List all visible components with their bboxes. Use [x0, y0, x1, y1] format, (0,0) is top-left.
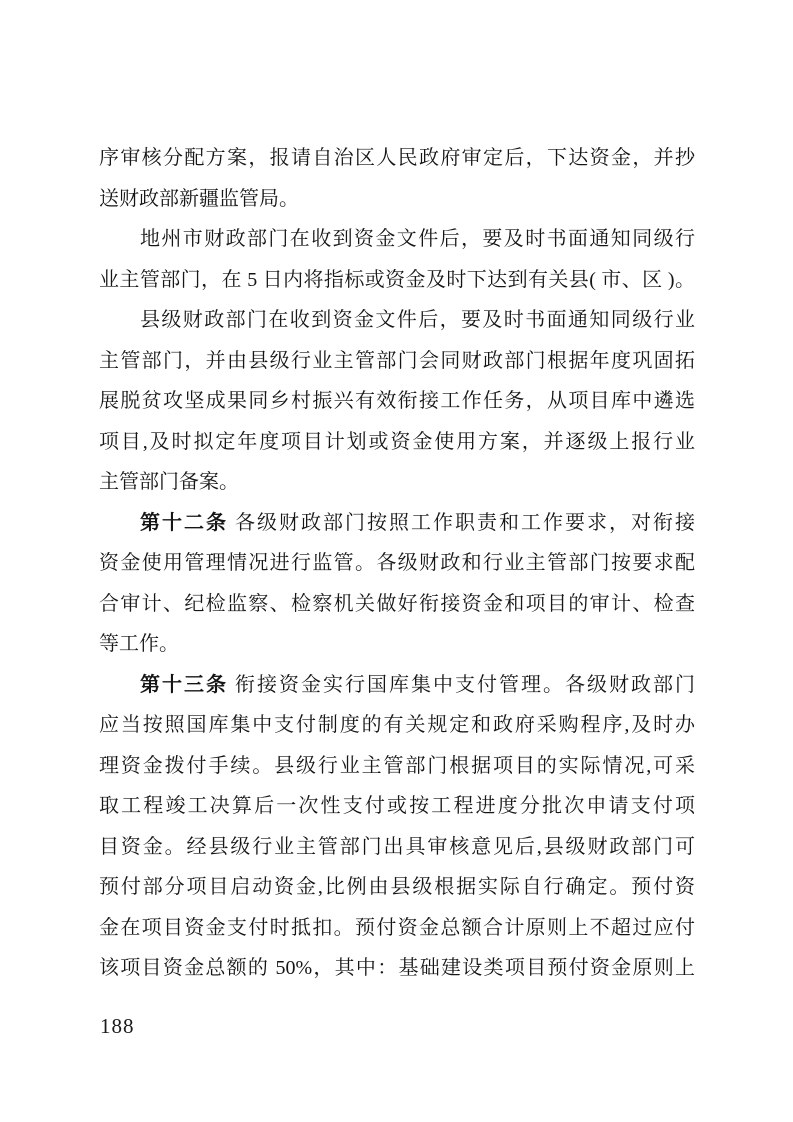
- text-line: 合审计、纪检监察、检察机关做好衔接资金和项目的审计、检查: [99, 592, 695, 615]
- text-line: 金在项目资金支付时抵扣。预付资金总额合计原则上不超过应付: [99, 916, 695, 939]
- text-line: 送财政部新疆监管局。: [99, 187, 299, 210]
- text-line: 县级财政部门在收到资金文件后，要及时书面通知同级行业: [140, 309, 695, 331]
- page-number: 188: [100, 1014, 135, 1038]
- text-line: 展脱贫攻坚成果同乡村振兴有效衔接工作任务，从项目库中遴选: [99, 390, 695, 412]
- text-line: 第十三条 衔接资金实行国库集中支付管理。各级财政部门: [140, 673, 695, 696]
- text-line: 资金使用管理情况进行监管。各级财政和行业主管部门按要求配: [99, 552, 695, 574]
- text-line: 第十二条 各级财政部门按照工作职责和工作要求，对衔接: [140, 511, 695, 534]
- text-line: 主管部门，并由县级行业主管部门会同财政部门根据年度巩固拓: [99, 349, 695, 372]
- text-line: 该项目资金总额的 50%，其中：基础建设类项目预付资金原则上: [99, 957, 695, 979]
- paragraph: [99, 300, 695, 503]
- paragraph: [99, 665, 695, 989]
- text-line: 预付部分项目启动资金,比例由县级根据实际自行确定。预付资: [99, 876, 695, 898]
- paragraph: [99, 503, 695, 665]
- text-line: 序审核分配方案，报请自治区人民政府审定后，下达资金，并抄: [99, 147, 695, 169]
- text-line: 应当按照国库集中支付制度的有关规定和政府采购程序,及时办: [99, 714, 695, 736]
- text-line: 等工作。: [99, 633, 179, 655]
- text-line: 业主管部门，在 5 日内将指标或资金及时下达到有关县( 市、区 )。: [99, 268, 695, 291]
- text-line: 理资金拨付手续。县级行业主管部门根据项目的实际情况,可采: [99, 754, 695, 777]
- text-line: 主管部门备案。: [99, 471, 239, 493]
- body-text: [99, 138, 695, 989]
- text-line: 目资金。经县级行业主管部门出具审核意见后,县级财政部门可: [99, 835, 695, 858]
- text-line: 取工程竣工决算后一次性支付或按工程进度分批次申请支付项: [99, 795, 695, 817]
- paragraph: [99, 138, 695, 219]
- article-number: 第十三条: [140, 673, 228, 696]
- article-number: 第十二条: [140, 511, 228, 534]
- text-line: 项目,及时拟定年度项目计划或资金使用方案，并逐级上报行业: [99, 430, 695, 453]
- paragraph: [99, 219, 695, 300]
- text-line: 地州市财政部门在收到资金文件后，要及时书面通知同级行: [140, 228, 695, 250]
